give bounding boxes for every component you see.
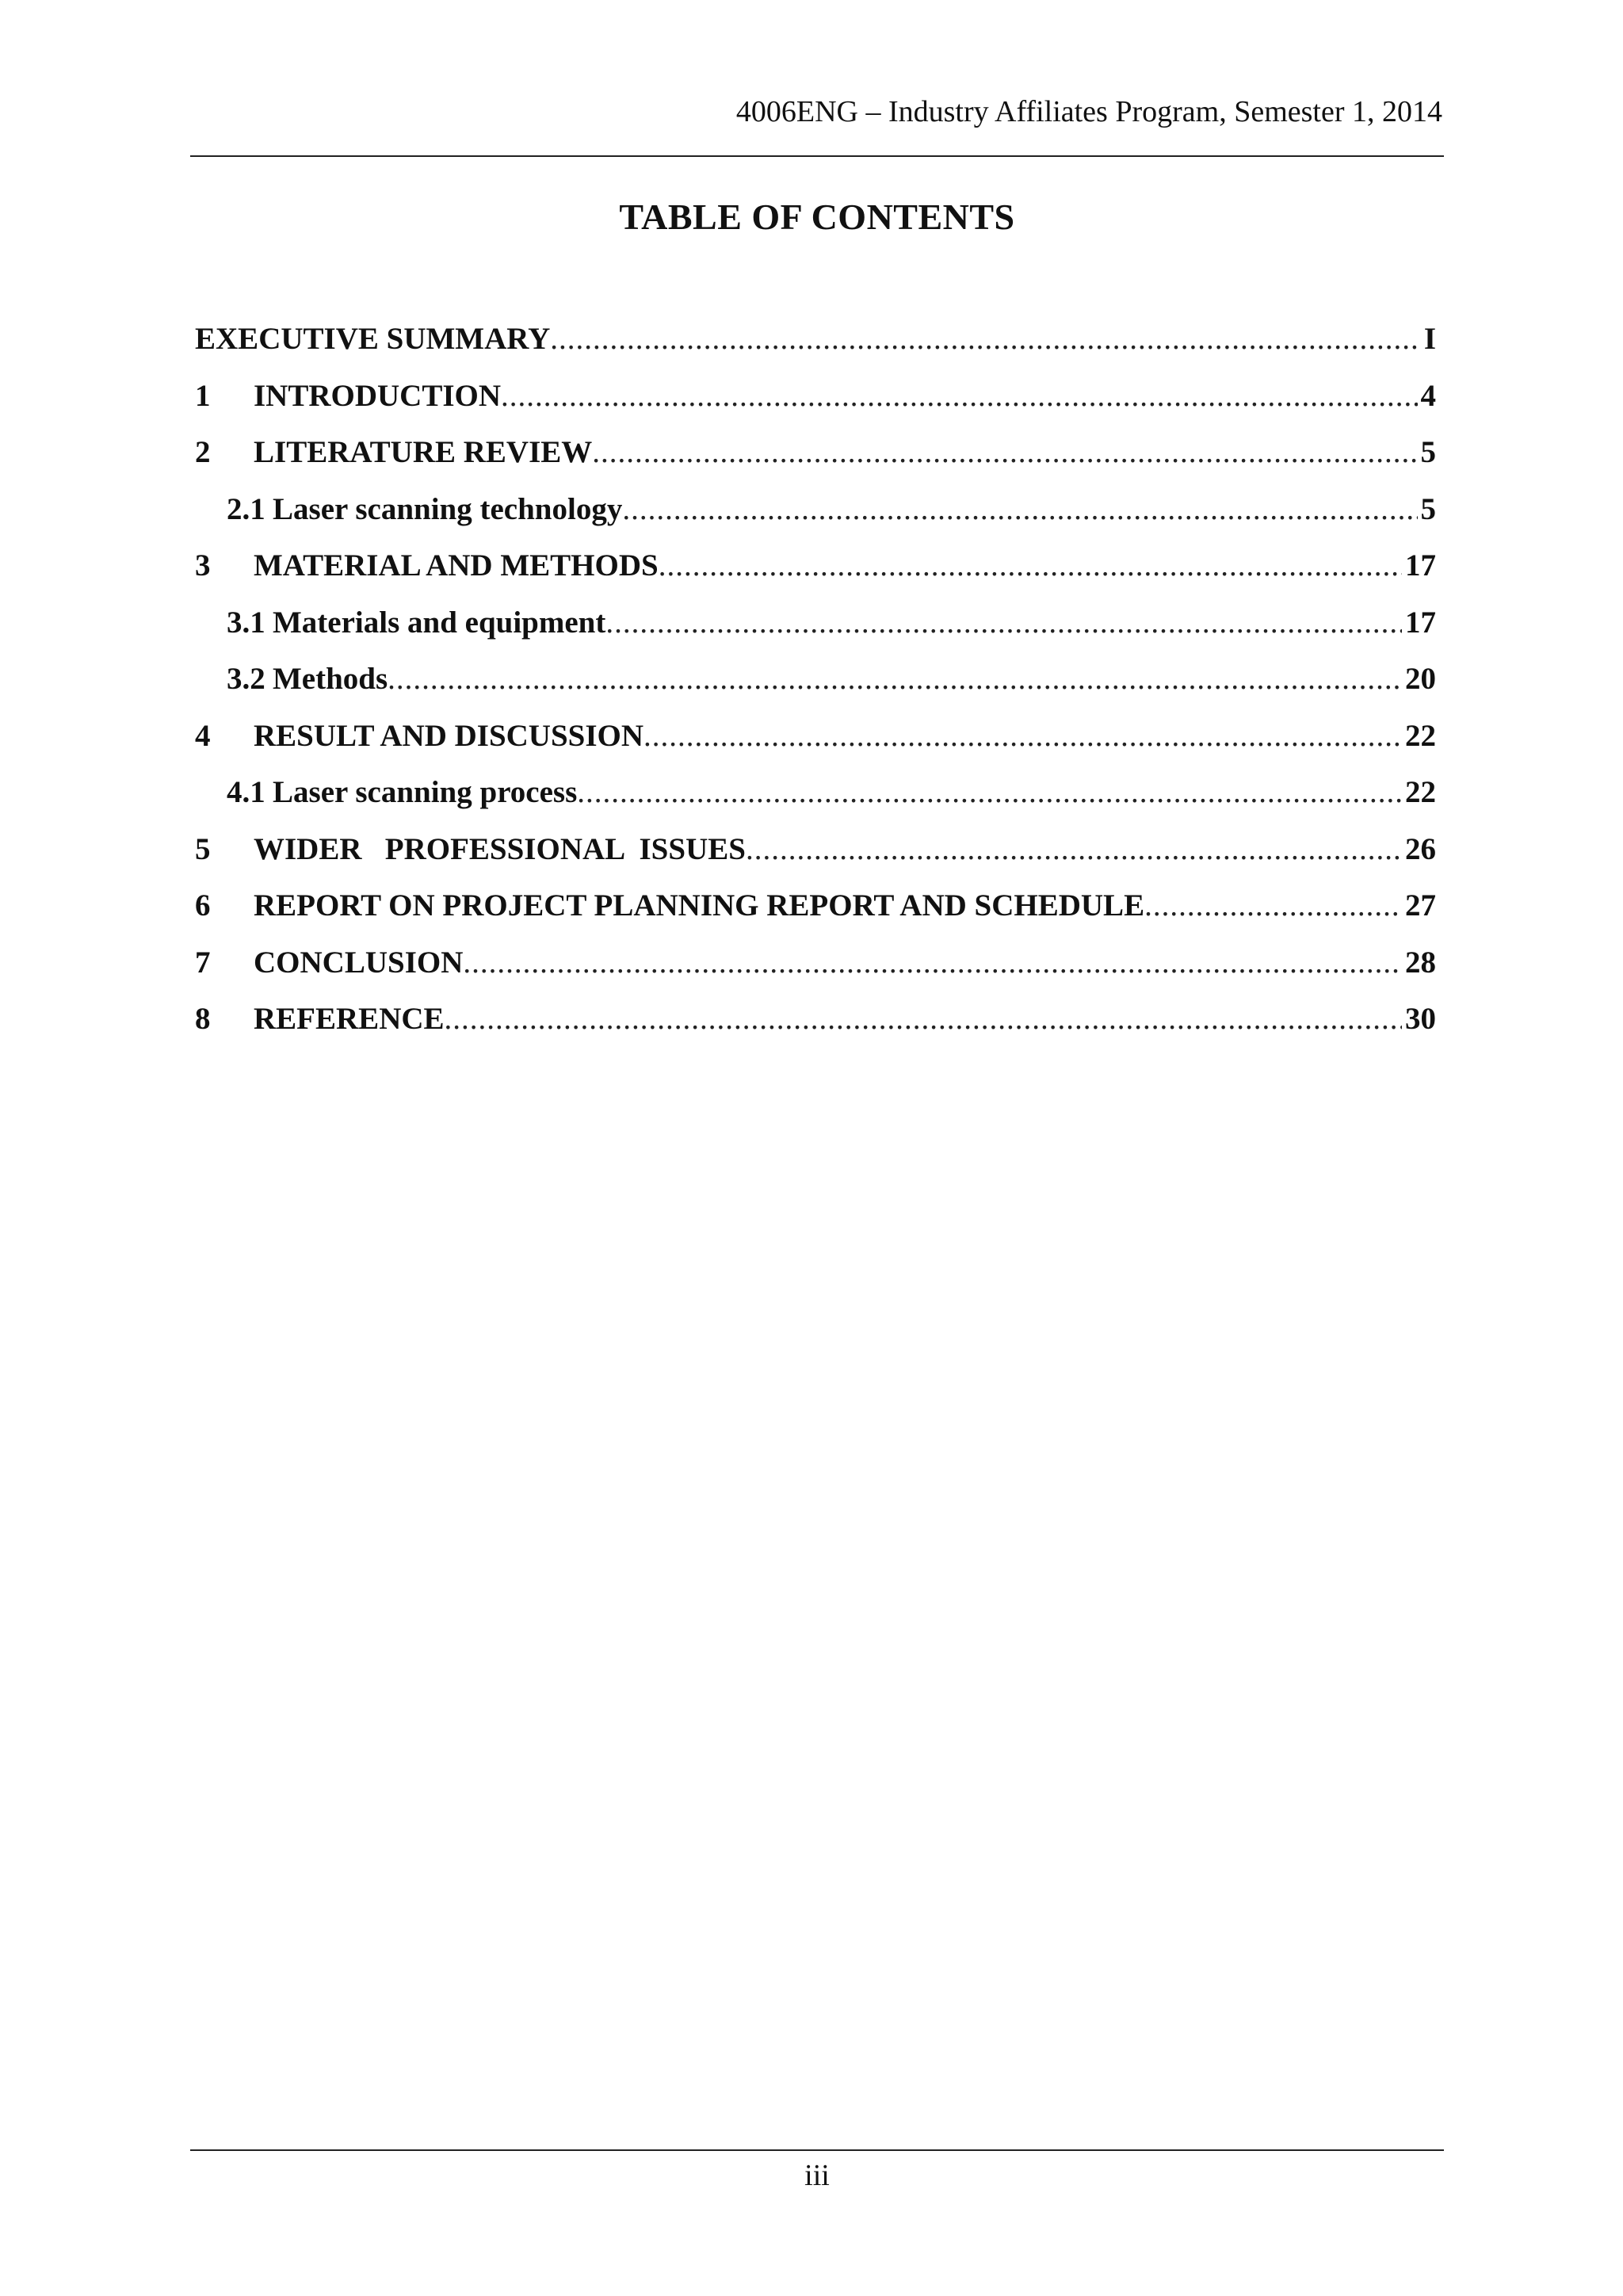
toc-entry-wider-professional-issues[interactable] <box>195 826 1436 883</box>
toc-entry-laser-scanning-process[interactable] <box>195 769 1436 826</box>
toc-entry-number: 4.1 <box>227 775 265 809</box>
toc-dot-leader <box>643 712 1402 760</box>
toc-entry-number: 6 <box>195 888 211 923</box>
toc-entry-number: 3 <box>195 548 211 583</box>
toc-dot-leader <box>592 429 1417 476</box>
toc-dot-leader <box>501 372 1417 420</box>
table-of-contents <box>195 315 1436 1052</box>
toc-entry-conclusion[interactable] <box>195 939 1436 996</box>
page-title: TABLE OF CONTENTS <box>619 197 1015 237</box>
toc-dot-leader <box>605 599 1402 647</box>
toc-entry-page: I <box>1423 322 1436 356</box>
toc-entry-number: 5 <box>195 831 211 866</box>
toc-entry-page: 20 <box>1405 662 1436 696</box>
toc-entry-methods[interactable] <box>195 655 1436 712</box>
toc-entry-label: REPORT ON PROJECT PLANNING REPORT AND SCHEDULE <box>254 888 1145 923</box>
toc-entry-number: 8 <box>195 1002 211 1036</box>
toc-entry-label: Materials and equipment <box>273 605 606 640</box>
toc-entry-label: Laser scanning technology <box>273 491 623 526</box>
toc-entry-number: 2 <box>195 435 211 469</box>
toc-entry-label: MATERIAL AND METHODS <box>254 548 659 583</box>
toc-entry-page: 22 <box>1405 775 1436 809</box>
toc-dot-leader <box>463 939 1402 987</box>
toc-entry-page: 26 <box>1405 831 1436 866</box>
toc-entry-number: 1 <box>195 378 211 413</box>
toc-dot-leader <box>445 995 1402 1043</box>
toc-dot-leader <box>746 826 1402 873</box>
toc-entry-page: 4 <box>1420 378 1436 413</box>
toc-entry-number: 3.1 <box>227 605 265 640</box>
page-number: iii <box>804 2159 830 2192</box>
toc-entry-number: 3.2 <box>227 662 265 696</box>
toc-entry-page: 27 <box>1405 888 1436 923</box>
toc-entry-materials-and-equipment[interactable] <box>195 599 1436 656</box>
toc-entry-page: 17 <box>1405 605 1436 640</box>
toc-entry-number: 2.1 <box>227 491 265 526</box>
toc-entry-label: WIDER PROFESSIONAL ISSUES <box>254 831 746 866</box>
toc-entry-page: 22 <box>1405 718 1436 753</box>
toc-entry-page: 28 <box>1405 945 1436 980</box>
toc-entry-page: 30 <box>1405 1002 1436 1036</box>
toc-entry-number: 7 <box>195 945 211 980</box>
toc-dot-leader <box>1144 882 1402 930</box>
toc-entry-number: 4 <box>195 718 211 753</box>
toc-entry-label: CONCLUSION <box>254 945 464 980</box>
header-rule <box>190 155 1444 157</box>
toc-entry-project-planning-report[interactable] <box>195 882 1436 939</box>
toc-entry-label: INTRODUCTION <box>254 378 502 413</box>
running-header: 4006ENG – Industry Affiliates Program, Semester 1, 2014 <box>735 95 1442 128</box>
toc-dot-leader <box>388 655 1402 703</box>
toc-entry-material-and-methods[interactable] <box>195 542 1436 599</box>
toc-entry-literature-review[interactable] <box>195 429 1436 486</box>
toc-entry-label: REFERENCE <box>254 1002 445 1036</box>
toc-entry-laser-scanning-technology[interactable] <box>195 486 1436 543</box>
toc-entry-label: Methods <box>273 662 388 696</box>
footer-rule <box>190 2149 1444 2151</box>
toc-dot-leader <box>550 315 1421 363</box>
toc-entry-result-and-discussion[interactable] <box>195 712 1436 770</box>
toc-entry-label: Laser scanning process <box>273 775 578 809</box>
toc-entry-page: 17 <box>1405 548 1436 583</box>
toc-entry-page: 5 <box>1420 435 1436 469</box>
toc-dot-leader <box>659 542 1402 590</box>
toc-entry-label: RESULT AND DISCUSSION <box>254 718 644 753</box>
toc-entry-label: EXECUTIVE SUMMARY <box>195 322 551 356</box>
toc-entry-reference[interactable] <box>195 995 1436 1052</box>
toc-entry-page: 5 <box>1420 491 1436 526</box>
toc-dot-leader <box>622 486 1417 533</box>
toc-entry-executive-summary[interactable] <box>195 315 1436 372</box>
toc-entry-introduction[interactable] <box>195 372 1436 430</box>
toc-dot-leader <box>577 769 1402 816</box>
toc-entry-label: LITERATURE REVIEW <box>254 435 593 469</box>
